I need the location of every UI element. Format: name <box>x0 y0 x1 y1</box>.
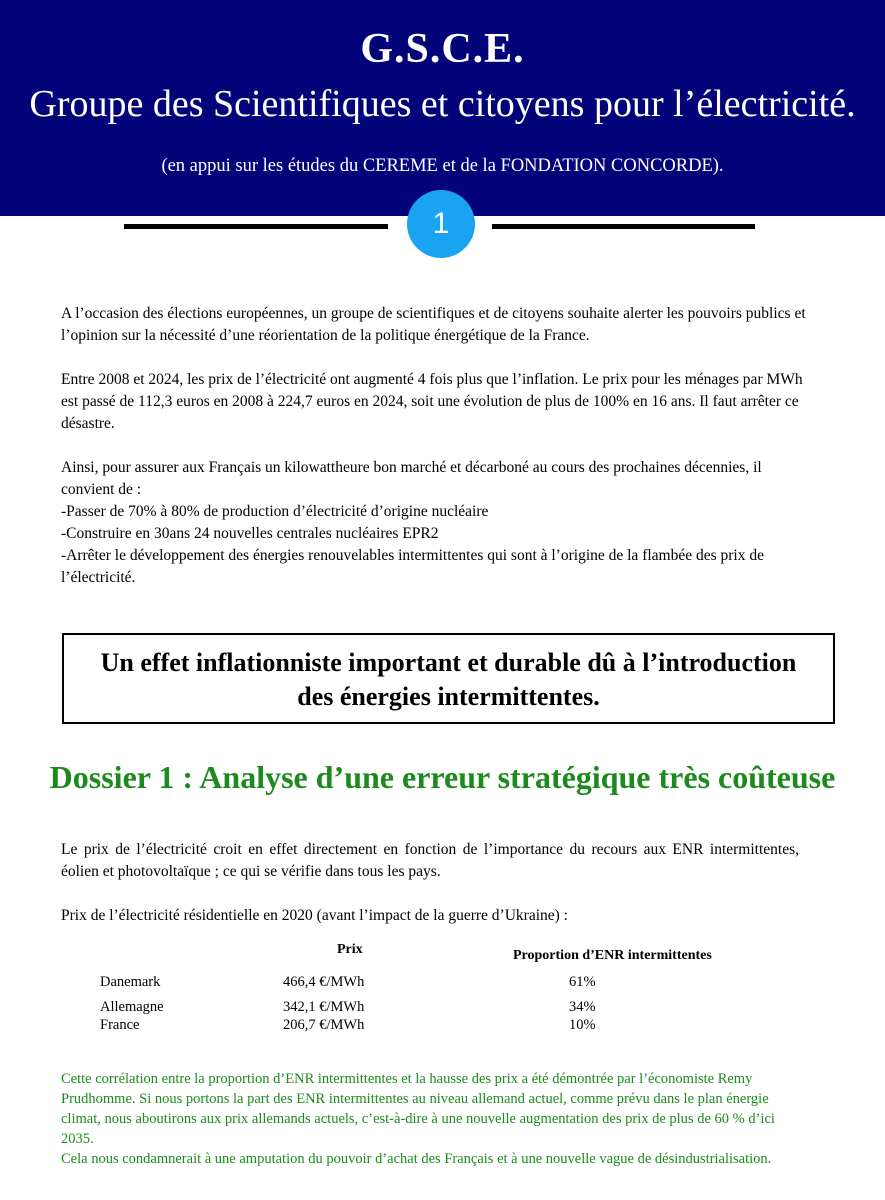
table-cell-price: 466,4 €/MWh <box>283 974 365 990</box>
intro-section <box>61 303 806 589</box>
table-cell-share: 61% <box>569 974 596 990</box>
column-header-share: Proportion d’ENR intermittentes <box>513 948 712 963</box>
table-caption: Prix de l’électricité résidentielle en 2020 (avant l’impact de la guerre d’Ukraine) : <box>61 907 568 924</box>
list-item: -Passer de 70% à 80% de production d’électricité d’origine nucléaire <box>61 503 489 520</box>
table-cell-country: France <box>100 1017 140 1033</box>
boxed-heading <box>62 633 835 724</box>
table-cell-share: 10% <box>569 1017 596 1033</box>
boxed-heading-line: Un effet inflationniste important et durable dû à l’introduction <box>100 648 797 677</box>
divider-right <box>492 224 755 229</box>
table-cell-share: 34% <box>569 999 596 1015</box>
organization-acronym: G.S.C.E. <box>360 26 525 72</box>
table-cell-price: 206,7 €/MWh <box>283 1017 365 1033</box>
conclusion-paragraph: Cela nous condamnerait à une amputation du pouvoir d’achat des Français et à une nouvelle vague de désindustrialisation. <box>61 1151 772 1167</box>
page-header <box>0 0 885 216</box>
page-number-badge: 1 <box>407 190 475 258</box>
header-subtitle: (en appui sur les études du CEREME et de la FONDATION CONCORDE). <box>161 156 724 176</box>
list-item: -Construire en 30ans 24 nouvelles centrales nucléaires EPR2 <box>61 525 439 542</box>
conclusion-paragraph: Cette corrélation entre la proportion d’ENR intermittentes et la hausse des prix a été démontrée par l’économiste Remy Prudhomme. Si nous portons la part des ENR intermittentes au niveau allemand actuel, comme prévu dans le plan énergie climat, nous aboutirons aux prix allemands actuels, c’est-à-dire à une nouvelle augmentation des prix de plus de 60 % d’ici 2035. <box>61 1071 775 1147</box>
table-cell-price: 342,1 €/MWh <box>283 999 365 1015</box>
table-cell-country: Allemagne <box>100 999 164 1015</box>
intro-paragraph: Ainsi, pour assurer aux Français un kilowattheure bon marché et décarboné au cours des prochaines décennies, il convient de : <box>61 459 762 498</box>
intro-paragraph: A l’occasion des élections européennes, un groupe de scientifiques et de citoyens souhaite alerter les pouvoirs publics et l’opinion sur la nécessité d’une réorientation de la politique énergétique de la France. <box>61 305 806 344</box>
column-header-price: Prix <box>337 942 363 957</box>
dossier-paragraph: Le prix de l’électricité croit en effet directement en fonction de l’importance du recours aux ENR intermittentes, éolien et photovoltaïque ; ce qui se vérifie dans tous les pays. <box>61 841 799 880</box>
organization-name: Groupe des Scientifiques et citoyens pour l’électricité. <box>29 83 856 125</box>
table-cell-country: Danemark <box>100 974 161 990</box>
dossier-title: Dossier 1 : Analyse d’une erreur stratégique très coûteuse <box>49 759 836 795</box>
intro-paragraph: Entre 2008 et 2024, les prix de l’électricité ont augmenté 4 fois plus que l’inflation. Le prix pour les ménages par MWh est passé de 112,3 euros en 2008 à 224,7 euros en 2024, soit une évolution de plus de 100% en 16 ans. Il faut arrêter ce désastre. <box>61 371 803 432</box>
list-item: -Arrêter le développement des énergies renouvelables intermittentes qui sont à l’origine de la flambée des prix de l’électricité. <box>61 547 764 586</box>
conclusion-section <box>61 1069 797 1169</box>
boxed-heading-line: des énergies intermittentes. <box>297 682 600 711</box>
divider-left <box>124 224 388 229</box>
